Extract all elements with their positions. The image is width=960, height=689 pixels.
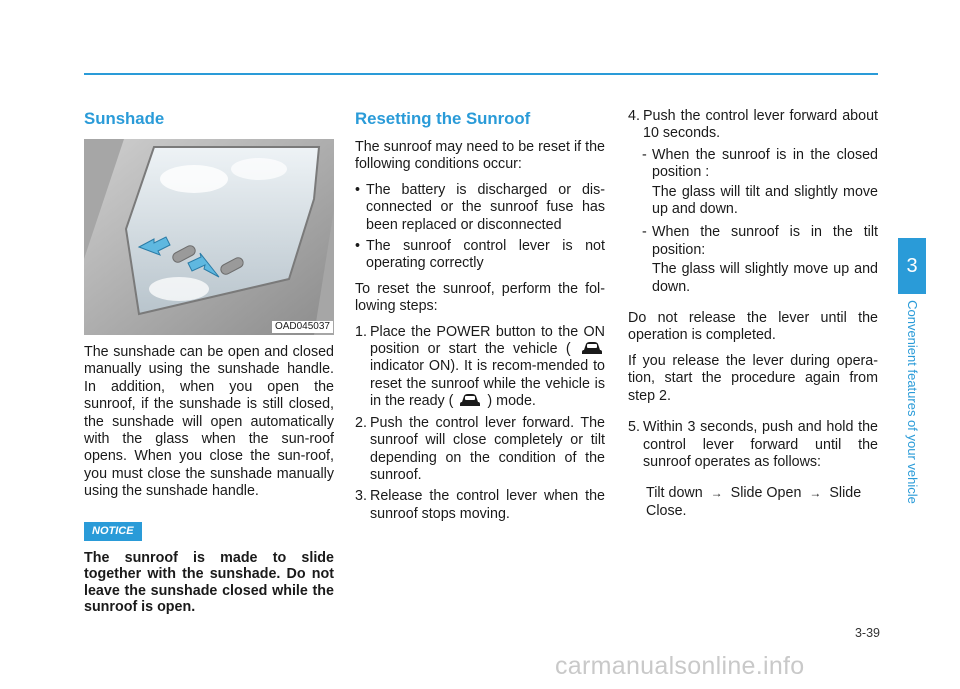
arrow-icon: →: [710, 486, 723, 501]
step-5: [628, 419, 878, 471]
paragraph: If you release the lever during opera-tion, start the procedure again from step 2.: [628, 352, 878, 404]
dash: -: [642, 146, 647, 163]
step-1-text-c: ) mode.: [487, 393, 536, 410]
resetting-heading: Resetting the Sunroof: [355, 109, 531, 128]
notice-badge: NOTICE: [84, 522, 142, 541]
sequence-slide-close: Slide Close.: [646, 485, 862, 519]
sub-item-closed: [628, 147, 878, 182]
chapter-tab: 3: [898, 238, 926, 294]
step-2: [355, 415, 605, 485]
operation-sequence: [628, 485, 878, 520]
step-1: [355, 324, 605, 411]
step-1-text-a: Place the POWER button to the ON position or start the vehicle (: [370, 323, 605, 358]
step-number: 4.: [628, 108, 640, 124]
step-3-text: Release the control lever when the sunroof stops moving.: [370, 488, 605, 522]
step-number: 2.: [355, 414, 367, 431]
step-3: [355, 488, 605, 523]
step-4: [628, 108, 878, 143]
sunshade-body: The sunshade can be open and closed manually using the sunshade handle. In addition, when you open the sunroof, if the sunshade is still closed, the sunshade will open automatically with the glass when the sun-roof opens. When you close the sun-roof, you must close the sunshade manually using the sunshade handle.: [84, 344, 334, 500]
step-5-text: Within 3 seconds, push and hold the control lever forward until the sunroof operates as follows:: [643, 419, 878, 470]
step-1-text-b: indicator ON). It is recom-mended to reset the sunroof while the vehicle is in the ready (: [370, 358, 605, 410]
reset-steps: [355, 324, 605, 523]
sub-item-text: When the sunroof is in the closed position :: [652, 146, 878, 181]
sub-item-tilt: [628, 224, 878, 259]
header-rule: [84, 73, 878, 75]
sunroof-console-illustration: [84, 139, 334, 335]
sunshade-photo: [84, 139, 334, 335]
sunshade-heading: Sunshade: [84, 109, 165, 128]
dash: -: [642, 224, 647, 241]
sunshade-section: [84, 108, 334, 616]
reset-steps-final: [628, 419, 878, 471]
resetting-section: [355, 108, 605, 527]
step-number: 5.: [628, 419, 640, 436]
sequence-slide-open: Slide Open: [730, 485, 802, 502]
sequence-tilt-down: Tilt down: [646, 485, 703, 502]
sub-item-text: When the sunroof is in the tilt position:: [652, 224, 878, 258]
reset-steps-continued: [628, 108, 878, 143]
step-number: 3.: [355, 488, 367, 505]
sub-item-note: The glass will slightly move up and down.: [652, 261, 878, 295]
steps-continued: [628, 108, 878, 526]
image-code: OAD045037: [272, 321, 333, 333]
steps-intro: To reset the sunroof, perform the fol-lowing steps:: [355, 280, 605, 315]
step-2-text: Push the control lever forward. The sunroof will close completely or tilt depending on the condition of the sunroof.: [370, 414, 605, 483]
page-number: 3-39: [854, 626, 880, 640]
list-item: • The sunroof control lever is not operating correctly: [355, 238, 605, 273]
sub-item-note: The glass will tilt and slightly move up and down.: [652, 183, 878, 218]
list-item: • The battery is discharged or dis-connected or the sunroof fuse has been replaced or disconnected: [355, 182, 605, 234]
conditions-list: [355, 182, 605, 273]
notice-text: The sunroof is made to slide together with the sunshade. Do not leave the sunshade closed while the sunroof is open.: [84, 549, 334, 616]
resetting-intro: The sunroof may need to be reset if the following conditions occur:: [355, 139, 605, 173]
chapter-title: Convenient features of your vehicle: [905, 300, 920, 504]
paragraph: Do not release the lever until the operation is completed.: [628, 310, 878, 344]
step-number: 1.: [355, 323, 367, 340]
step-4-text: Push the control lever forward about 10 seconds.: [643, 108, 878, 142]
arrow-icon: →: [809, 486, 822, 501]
car-ready-indicator-icon: [581, 341, 603, 355]
car-ready-indicator-icon: [459, 393, 481, 407]
watermark: carmanualsonline.info: [555, 652, 805, 680]
